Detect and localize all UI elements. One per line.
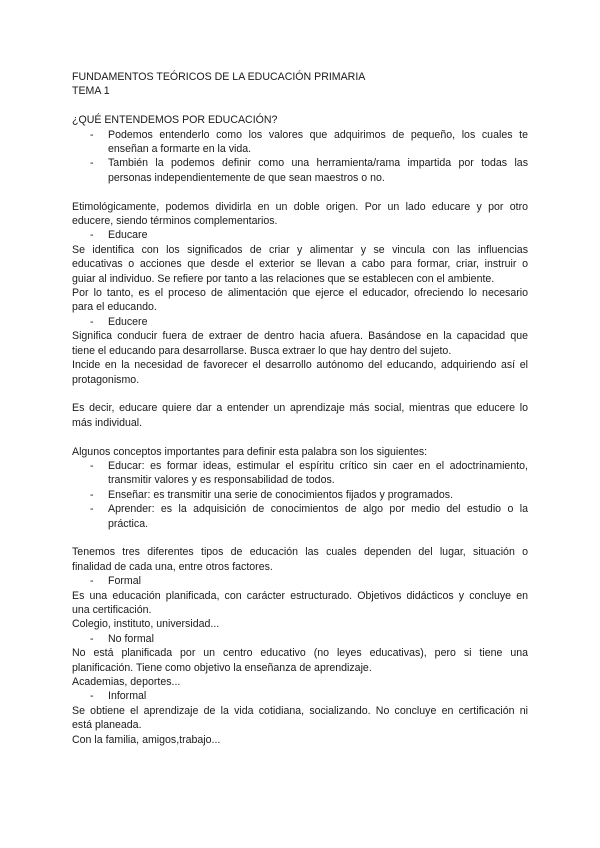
bullet-dash: -	[90, 503, 94, 516]
paragraph-line: Se identifica con los significados de criar y alimentar y se vincula con las influencias	[72, 243, 528, 256]
subheading-label: No formal	[108, 632, 154, 645]
subheading-informal	[72, 689, 528, 703]
list-item	[72, 488, 528, 502]
bullet-dash: -	[90, 575, 94, 588]
paragraph-line: educativas o acciones que desde el exterior se llevan a cabo para formar, criar, instruir o	[72, 258, 528, 271]
list-item-line: práctica.	[108, 517, 149, 530]
subheading-educare	[72, 228, 528, 242]
bullet-dash: -	[90, 315, 94, 328]
paragraph-line: Con la familia, amigos,trabajo...	[72, 733, 221, 746]
paragraph-line: tiene el educando para desarrollarse. Busca extraer lo que hay dentro del sujeto.	[72, 344, 452, 357]
document-subtitle: TEMA 1	[72, 85, 110, 98]
list-item-line: Educar: es formar ideas, estimular el espíritu crítico sin caer en el adoctrinamiento,	[108, 459, 528, 472]
paragraph-line: Algunos conceptos importantes para definir esta palabra son los siguientes:	[72, 445, 428, 458]
paragraph-line: planificación. Tiene como objetivo la enseñanza de aprendizaje.	[72, 661, 372, 674]
bullet-dash: -	[90, 632, 94, 645]
subheading-formal	[72, 574, 528, 588]
subheading-label: Educare	[108, 229, 148, 242]
bullet-dash: -	[90, 128, 94, 141]
paragraph-line: Tenemos tres diferentes tipos de educación las cuales dependen del lugar, situación o	[72, 546, 528, 559]
paragraph-line: una certificación.	[72, 603, 152, 616]
paragraph-line: Es decir, educare quiere dar a entender un aprendizaje más social, mientras que educere lo	[72, 402, 528, 415]
list-item	[72, 156, 528, 185]
list-item	[72, 502, 528, 531]
paragraph-line: protagonismo.	[72, 373, 140, 386]
document-title: FUNDAMENTOS TEÓRICOS DE LA EDUCACIÓN PRIMARIA	[72, 71, 366, 83]
list-item-line: personas independientemente de que sean maestros o no.	[108, 171, 385, 184]
paragraph-line: Etimológicamente, podemos dividirla en un doble origen. Por un lado educare y por otro	[72, 200, 528, 213]
paragraph-line: educere, siendo términos complementarios.	[72, 215, 278, 228]
paragraph-line: Por lo tanto, es el proceso de alimentación que ejerce el educador, ofreciendo lo necesario	[72, 287, 528, 300]
list-item	[72, 459, 528, 488]
subheading-educere	[72, 315, 528, 329]
paragraph-line: más individual.	[72, 416, 143, 429]
paragraph-line: Colegio, instituto, universidad...	[72, 618, 220, 631]
subheading-label: Informal	[108, 690, 147, 703]
bullet-dash: -	[90, 459, 94, 472]
document-page	[72, 70, 528, 747]
paragraph-line: está planeada.	[72, 719, 142, 732]
list-item-line: Enseñar: es transmitir una serie de conocimientos fijados y programados.	[108, 488, 454, 501]
section-heading: ¿QUÉ ENTENDEMOS POR EDUCACIÓN?	[72, 114, 278, 127]
bullet-dash: -	[90, 690, 94, 703]
bullet-dash: -	[90, 157, 94, 170]
paragraph-line: guiar al individuo. Se refiere por tanto a las relaciones que se establecen con el ambiente.	[72, 272, 495, 285]
subheading-no-formal	[72, 632, 528, 646]
list-item-line: Aprender: es la adquisición de conocimientos de algo por medio del estudio o la	[108, 503, 528, 516]
paragraph-line: No está planificada por un centro educativo (no leyes educativas), pero si tiene una	[72, 647, 528, 660]
subheading-label: Formal	[108, 575, 141, 588]
paragraph-line: Incide en la necesidad de favorecer el desarrollo autónomo del educando, adquiriendo así el	[72, 359, 528, 372]
list-item-line: transmitir valores y es responsabilidad de todos.	[108, 474, 335, 487]
list-item-line: enseñan a formarte en la vida.	[108, 143, 252, 156]
subheading-label: Educere	[108, 315, 148, 328]
paragraph-line: Significa conducir fuera de extraer de dentro hacia afuera. Basándose en la capacidad que	[72, 330, 528, 343]
paragraph-line: Academias, deportes...	[72, 675, 181, 688]
paragraph-line: Se obtiene el aprendizaje de la vida cotidiana, socializando. No concluye en certificación ni	[72, 704, 528, 717]
paragraph-line: Es una educación planificada, con carácter estructurado. Objetivos didácticos y concluye en	[72, 589, 528, 602]
list-item-line: Podemos entenderlo como los valores que adquirimos de pequeño, los cuales te	[108, 128, 528, 141]
bullet-dash: -	[90, 229, 94, 242]
bullet-dash: -	[90, 488, 94, 501]
list-item	[72, 128, 528, 157]
paragraph-line: para el educando.	[72, 301, 157, 314]
paragraph-line: finalidad de cada una, entre otros factores.	[72, 560, 273, 573]
list-item-line: También la podemos definir como una herramienta/rama impartida por todas las	[108, 157, 528, 170]
